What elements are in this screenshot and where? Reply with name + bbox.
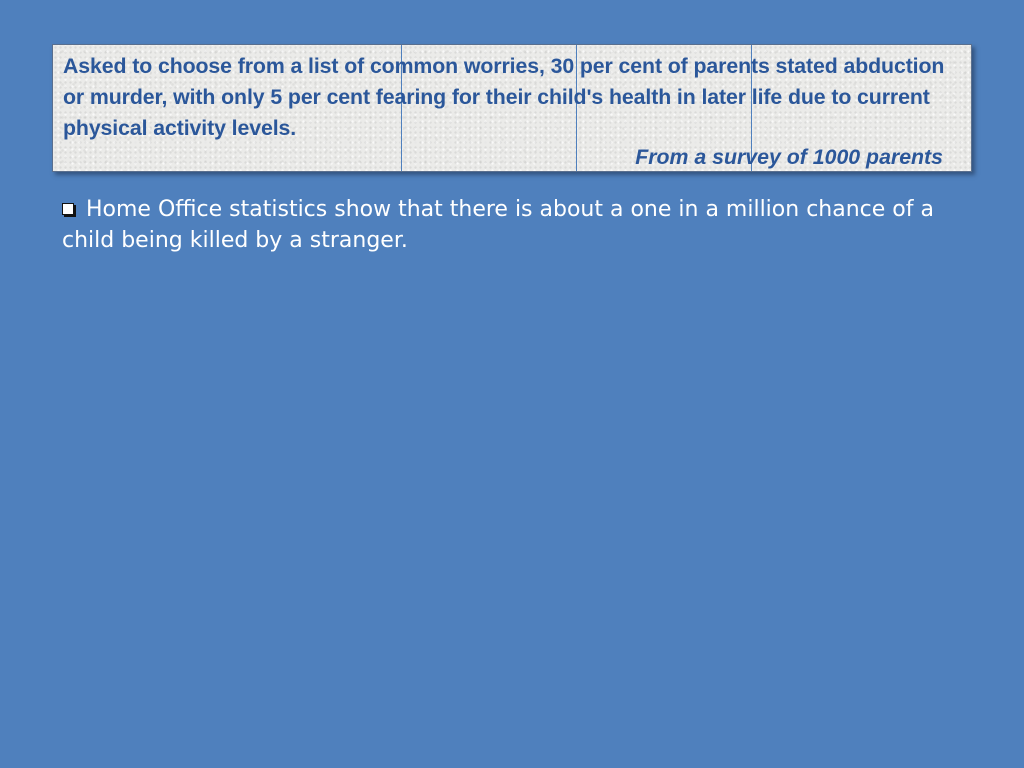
- quote-box: [52, 44, 972, 172]
- bullet-text: Home Office statistics show that there is about a one in a million chance of a child being killed by a stranger.: [62, 197, 934, 253]
- quote-source: From a survey of 1000 parents: [635, 145, 943, 169]
- bullet-item: [62, 194, 962, 256]
- square-bullet-icon: [62, 203, 74, 215]
- quote-text: Asked to choose from a list of common worries, 30 per cent of parents stated abduction or murder, with only 5 per cent fearing for their child's health in later life due to current physical activity levels.: [63, 54, 945, 140]
